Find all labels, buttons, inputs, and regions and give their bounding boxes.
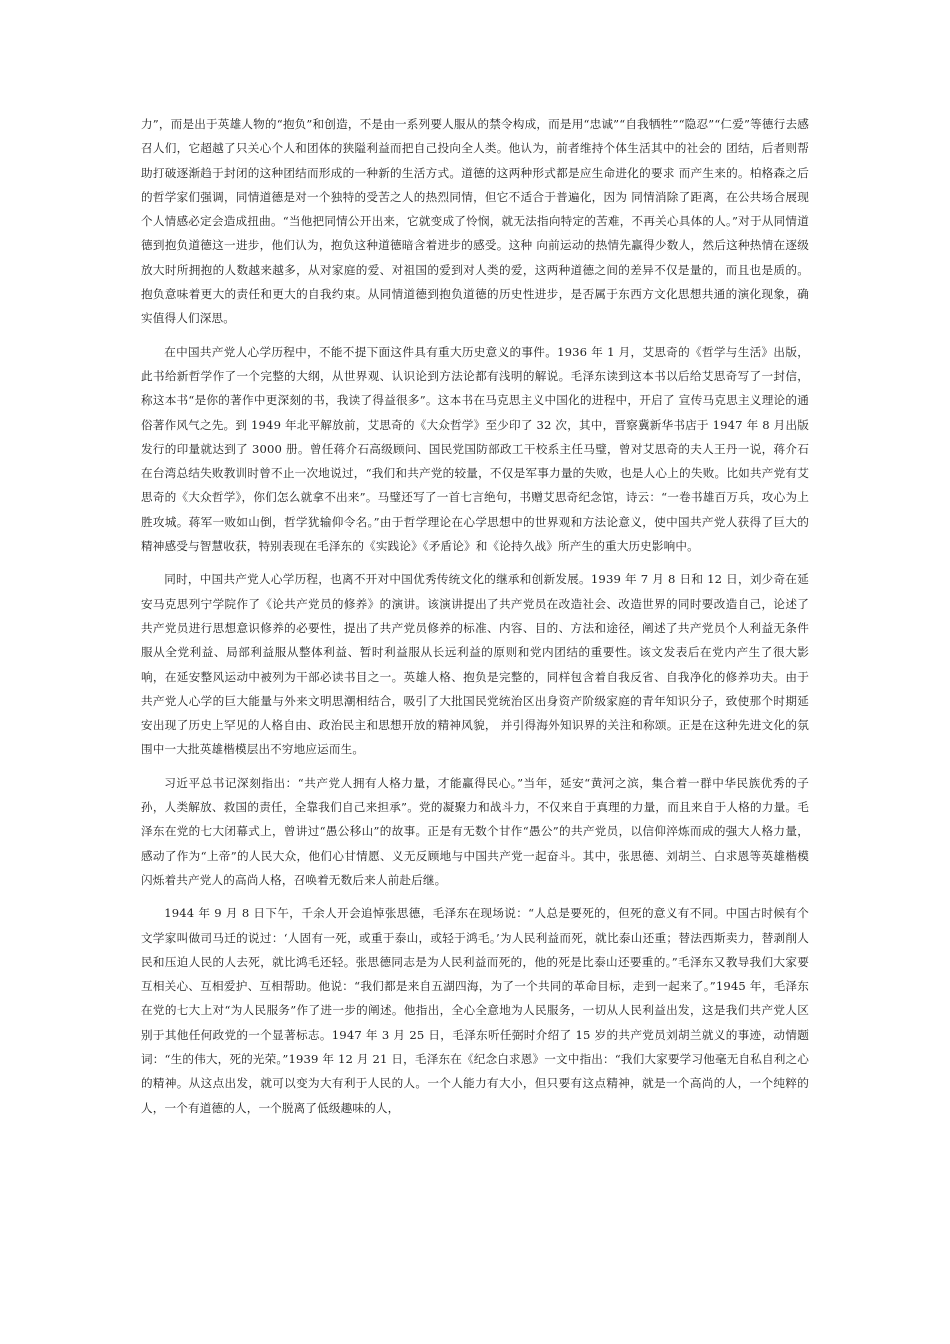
- paragraph-continuation: 力”，而是出于英雄人物的“抱负”和创造，不是由一系列要人服从的禁令构成，而是用“忠诚”“自我牺牲”“隐忍”“仁爱”等德行去感召人们，它超越了只关心个人和团体的狭隘利益而把自己投向全人类。他认为，前者维持个体生活其中的社会的 团结，后者则帮助打破逐渐趋于封闭的这种团结而形成的一种新的生活方式。道德的这两种形式都是应生命进化的要求 而产生来的。柏格森之后的哲学家们强调，同情道德是对一个独特的受苦之人的热烈同情，但它不适合于普遍化，因为 同情消除了距离，在公共场合展现个人情感必定会造成扭曲。“当他把同情公开出来，它就变成了怜悯，就无法指向特定的苦难，不再关心具体的人。”对于从同情道德到抱负道德这一进步，他们认为，抱负这种道德暗含着进步的感受。这种 向前运动的热情先赢得少数人，然后这种热情在逐级放大时所拥抱的人数越来越多，从对家庭的爱、对祖国的爱到对人类的爱，这两种道德之间的差异不仅是量的，而且也是质的。抱负意味着更大的责任和更大的自我约束。从同情道德到抱负道德的历史性进步，是否属于东西方文化思想共通的演化现象，确实值得人们深思。: [141, 117, 809, 326]
- paragraph-personality-power: 习近平总书记深刻指出：“共产党人拥有人格力量，才能赢得民心。”当年，延安“黄河之滨，集合着一群中华民族优秀的子孙，人类解放、救国的责任，全靠我们自己来担承”。党的凝聚力和战斗力，不仅来自于真理的力量，而且来自于人格的力量。毛泽东在党的七大闭幕式上，曾讲过“愚公移山”的故事。正是有无数个甘作“愚公”的共产党员，以信仰淬炼而成的强大人格力量，感动了作为“上帝”的人民大众，他们心甘情愿、义无反顾地与中国共产党一起奋斗。其中，张思德、刘胡兰、白求恩等英雄楷模闪烁着共产党人的高尚人格，召唤着无数后来人前赴后继。: [141, 775, 809, 887]
- paragraph-aisiqi-philosophy: 在中国共产党人心学历程中，不能不提下面这件具有重大历史意义的事件。1936 年 1 月，艾思奇的《哲学与生活》出版，此书给新哲学作了一个完整的大纲，从世界观、认识论到方法论都有浅明的解说。毛泽东读到这本书以后给艾思奇写了一封信，称这本书“是你的著作中更深刻的书，我读了得益很多”。这本书在马克思主义中国化的进程中，开启了 宣传马克思主义理论的通俗著作风气之先。到 1949 年北平解放前，艾思奇的《大众哲学》至少印了 32 次，其中，晋察冀新华书店于 1947 年 8 月出版发行的印量就达到了 3000 册。曾任蒋介石高级顾问、国民党国防部政工干校系主任马璧，曾对艾思奇的夫人王丹一说，蒋介石在台湾总结失败教训时曾不止一次地说过，“我们和共产党的较量，不仅是军事力量的失败，也是人心上的失败。比如共产党有艾思奇的《大众哲学》，你们怎么就拿不出来”。马璧还写了一首七言绝句，书赠艾思奇纪念馆，诗云：“一卷书雄百万兵，攻心为上胜攻城。蒋军一败如山倒，哲学犹输仰令名。”由于哲学理论在心学思想中的世界观和方法论意义，使中国共产党人获得了巨大的精神感受与智慧收获，特别表现在毛泽东的《实践论》《矛盾论》和《论持久战》所产生的重大历史影响中。: [141, 344, 809, 554]
- paragraph-serve-the-people: 1944 年 9 月 8 日下午，千余人开会追悼张思德，毛泽东在现场说：“人总是要死的，但死的意义有不同。中国古时候有个文学家叫做司马迁的说过：‘人固有一死，或重于泰山，或轻于鸿毛。’为人民利益而死，就比泰山还重；替法西斯卖力，替剥削人民和压迫人民的人去死，就比鸿毛还轻。张思德同志是为人民利益而死的，他的死是比泰山还要重的。”毛泽东又教导我们大家要互相关心、互相爱护、互相帮助。他说：“我们都是来自五湖四海，为了一个共同的革命目标，走到一起来了。”1945 年，毛泽东在党的七大上对“为人民服务”作了进一步的阐述。他指出，全心全意地为人民服务，一切从人民利益出发，这是我们共产党人区别于其他任何政党的一个显著标志。1947 年 3 月 25 日，毛泽东听任弼时介绍了 15 岁的共产党员刘胡兰就义的事迹，动情题词：“生的伟大，死的光荣。”1939 年 12 月 21 日，毛泽东在《纪念白求恩》一文中指出：“我们大家要学习他毫无自私自利之心的精神。从这点出发，就可以变为大有利于人民的人。一个人能力有大小，但只要有这点精神，就是一个高尚的人，一个纯粹的人，一个有道德的人，一个脱离了低级趣味的人，: [141, 906, 809, 1115]
- paragraph-liushaoqi-cultivation: 同时，中国共产党人心学历程，也离不开对中国优秀传统文化的继承和创新发展。1939 年 7 月 8 日和 12 日，刘少奇在延安马克思列宁学院作了《论共产党员的修养》的演讲。该演讲提出了共产党员在改造社会、改造世界的同时要改造自己，论述了共产党员进行思想意识修养的必要性，提出了共产党员修养的标准、内容、目的、方法和途径，阐述了共产党员个人利益无条件服从全党利益、局部利益服从整体利益、暂时利益服从长远利益的原则和党内团结的重要性。该文发表后在党内产生了很大影响，在延安整风运动中被列为干部必读书目之一。英雄人格、抱负是完整的，同样包含着自我反省、自我净化的修养功夫。由于共产党人心学的巨大能量与外来文明思潮相结合，吸引了大批国民党统治区出身资产阶级家庭的青年知识分子，致使那个时期延安出现了历史上罕见的人格自由、政治民主和思想开放的精神风貌， 并引得海外知识界的关注和称颂。正是在这种先进文化的氛围中一大批英雄楷模层出不穷地应运而生。: [141, 572, 809, 757]
- document-page: [141, 112, 809, 1129]
